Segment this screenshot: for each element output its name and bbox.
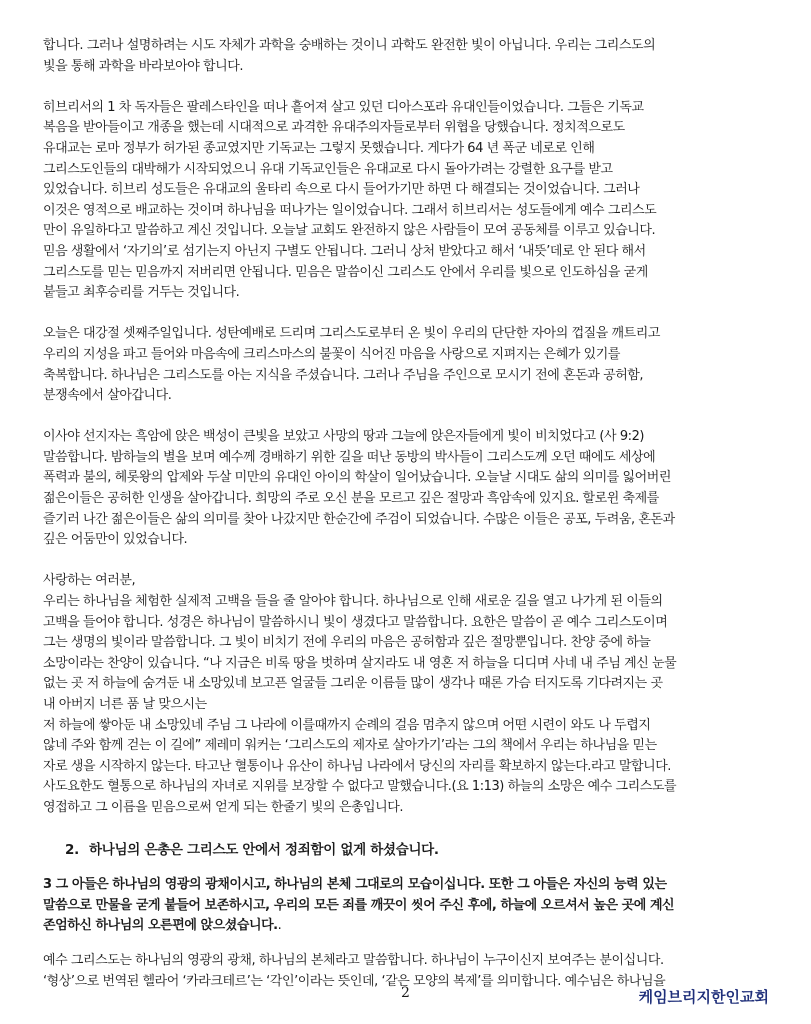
text-line: 빛을 통해 과학을 바라보아야 합니다. bbox=[43, 58, 244, 74]
paragraph-4 bbox=[43, 427, 773, 551]
text-line: 않네 주와 함께 걷는 이 길에” 제레미 워커는 ‘그리스도의 제자로 살아가기’라는 그의 책에서 우리는 하나님을 믿는 bbox=[43, 738, 657, 754]
section-number: 2. bbox=[65, 842, 79, 859]
text-line: 축복합니다. 하나님은 그리스도를 아는 지식을 주셨습니다. 그러나 주님을 주인으로 모시기 전에 혼돈과 공허함, bbox=[43, 367, 644, 383]
text-line: 이것은 영적으로 배교하는 것이며 하나님을 떠나가는 일이었습니다. 그래서 히브리서는 성도들에게 예수 그리스도 bbox=[43, 202, 657, 218]
text-line: 말씀합니다. 밤하늘의 별을 보며 예수께 경배하기 위한 길을 떠난 동방의 박사들이 그리스도께 오던 때에도 세상에 bbox=[43, 449, 656, 465]
text-line: 젊은이들은 공허한 인생을 살아갑니다. 희망의 주로 오신 분을 모르고 깊은 절망과 흑암속에 있지요. 할로윈 축제를 bbox=[43, 491, 659, 507]
verse-trailing-period: . bbox=[277, 918, 282, 934]
text-line: 만이 유일하다고 말씀하고 계신 것입니다. 오늘날 교회도 완전하지 않은 사람들이 모여 공동체를 이루고 있습니다. bbox=[43, 223, 656, 239]
text-line: 그리스도인들의 대박해가 시작되었으니 유대 기독교인들은 유대교로 다시 돌아가려는 강렬한 요구를 받고 bbox=[43, 161, 613, 177]
paragraph-1 bbox=[43, 36, 773, 77]
text-line: 믿음 생활에서 ‘자기의’로 섬기는지 아닌지 구별도 안됩니다. 그러니 상처 받았다고 해서 ‘내뜻’데로 안 된다 해서 bbox=[43, 243, 646, 259]
text-line: 합니다. 그러나 설명하려는 시도 자체가 과학을 숭배하는 것이니 과학도 완전한 빛이 아닙니다. 우리는 그리스도의 bbox=[43, 38, 656, 53]
text-line: 우리는 하나님을 체험한 실제적 고백을 들을 줄 알아야 합니다. 하나님으로 인해 새로운 길을 열고 나가게 된 이들의 bbox=[43, 594, 663, 610]
page-number: 2 bbox=[401, 985, 410, 1001]
text-line: 있었습니다. 히브리 성도들은 유대교의 울타리 속으로 다시 들어가기만 하면 다 해결되는 것이었습니다. 그러나 bbox=[43, 182, 640, 198]
text-line: 이사야 선지자는 흑암에 앉은 백성이 큰빛을 보았고 사망의 땅과 그늘에 앉은자들에게 빛이 비치었다고 (사 9:2) bbox=[43, 429, 645, 445]
text-line: 그는 생명의 빛이라 말씀합니다. 그 빛이 비치기 전에 우리의 마음은 공허함과 깊은 절망뿐입니다. 찬양 중에 하늘 bbox=[43, 635, 651, 651]
text-line: 없는 곳 저 하늘에 숨겨둔 내 소망있네 보고픈 얼굴들 그리운 이름들 많이 생각나 때론 가슴 터지도록 기다려지는 곳 bbox=[43, 676, 663, 692]
text-line: ‘형상’으로 번역된 헬라어 ‘카라크테르’는 ‘각인’이라는 뜻인데, ‘같은 모양의 복제’를 의미합니다. 예수님은 하나님을 bbox=[43, 973, 666, 989]
text-line: 즐기러 나간 젊은이들은 삶의 의미를 찾아 나갔지만 한순간에 주검이 되었습니다. 수많은 이들은 공포, 두려움, 혼돈과 bbox=[43, 511, 675, 527]
text-line: 오늘은 대강절 셋째주일입니다. 성탄예배로 드리며 그리스도로부터 온 빛이 우리의 단단한 자아의 껍질을 깨트리고 bbox=[43, 326, 660, 342]
text-line: 히브리서의 1 차 독자들은 팔레스타인을 떠나 흩어져 살고 있던 디아스포라 유대인들이었습니다. 그들은 기독교 bbox=[43, 99, 644, 115]
document-body bbox=[43, 36, 773, 992]
text-line: 사랑하는 여러분, bbox=[43, 573, 136, 589]
text-line: 고백을 들어야 합니다. 성경은 하나님이 말씀하시니 빛이 생겼다고 말씀합니다. 요한은 말씀이 곧 예수 그리스도이며 bbox=[43, 614, 668, 630]
text-line: 깊은 어둠만이 있었습니다. bbox=[43, 532, 188, 548]
text-line: 유대교는 로마 정부가 허가된 종교였지만 기독교는 그렇지 못했습니다. 게다가 64 년 폭군 네로로 인해 bbox=[43, 140, 595, 156]
text-line: 자로 생을 시작하지 않는다. 타고난 혈통이나 유산이 하나님 나라에서 당신의 자리를 확보하지 않는다.라고 말합니다. bbox=[43, 758, 671, 774]
text-line: 복음을 받아들이고 개종을 했는데 시대적으로 과격한 유대주의자들로부터 위협을 당했습니다. 정치적으로도 bbox=[43, 120, 625, 136]
text-line: 폭력과 불의, 헤롯왕의 압제와 두살 미만의 유대인 아이의 학살이 일어났습니다. 오늘날 시대도 삶의 의미를 잃어버린 bbox=[43, 470, 671, 486]
verse-line: 3 그 아들은 하나님의 영광의 광채이시고, 하나님의 본체 그대로의 모습이십니다. 또한 그 아들은 자신의 능력 있는 bbox=[43, 877, 667, 893]
text-line: 붙들고 최후승리를 거두는 것입니다. bbox=[43, 285, 240, 301]
text-line: 소망이라는 찬양이 있습니다. “나 지금은 비록 땅을 벗하며 살지라도 내 영혼 저 하늘을 디디며 사네 내 주님 계신 눈물 bbox=[43, 655, 677, 671]
church-name: 케임브리지한인교회 bbox=[638, 988, 769, 1006]
section-heading bbox=[43, 839, 773, 861]
scripture-verse bbox=[43, 875, 773, 937]
text-line: 예수 그리스도는 하나님의 영광의 광채, 하나님의 본체라고 말씀합니다. 하나님이 누구이신지 보여주는 분이십니다. bbox=[43, 952, 664, 968]
paragraph-2 bbox=[43, 98, 773, 304]
section-title: 하나님의 은총은 그리스도 안에서 정죄함이 없게 하셨습니다. bbox=[89, 842, 439, 859]
text-line: 사도요한도 혈통으로 하나님의 자녀로 지위를 보장할 수 없다고 말했습니다.(요 1:13) 하늘의 소망은 예수 그리스도를 bbox=[43, 779, 677, 795]
verse-line: 말씀으로 만물을 굳게 붙들어 보존하시고, 우리의 모든 죄를 깨끗이 씻어 주신 후에, 하늘에 오르셔서 높은 곳에 계신 bbox=[43, 897, 675, 913]
paragraph-3 bbox=[43, 324, 773, 406]
text-line: 우리의 지성을 파고 들어와 마음속에 크리스마스의 불꽃이 식어진 마음을 사랑으로 지펴지는 은혜가 있기를 bbox=[43, 346, 620, 362]
text-line: 저 하늘에 쌓아둔 내 소망있네 주님 그 나라에 이를때까지 순례의 걸음 멈추지 않으며 어떤 시련이 와도 나 두렵지 bbox=[43, 717, 651, 733]
verse-line: 존엄하신 하나님의 오른편에 앉으셨습니다. bbox=[43, 918, 278, 934]
text-line: 분쟁속에서 살아갑니다. bbox=[43, 388, 172, 404]
text-line: 내 아버지 너른 품 날 맞으시는 bbox=[43, 697, 207, 712]
text-line: 영접하고 그 이름을 믿음으로써 얻게 되는 한줄기 빛의 은총입니다. bbox=[43, 799, 404, 815]
text-line: 그리스도를 믿는 믿음까지 저버리면 안됩니다. 믿음은 말씀이신 그리스도 안에서 우리를 빛으로 인도하심을 굳게 bbox=[43, 264, 648, 280]
paragraph-5 bbox=[43, 571, 773, 818]
